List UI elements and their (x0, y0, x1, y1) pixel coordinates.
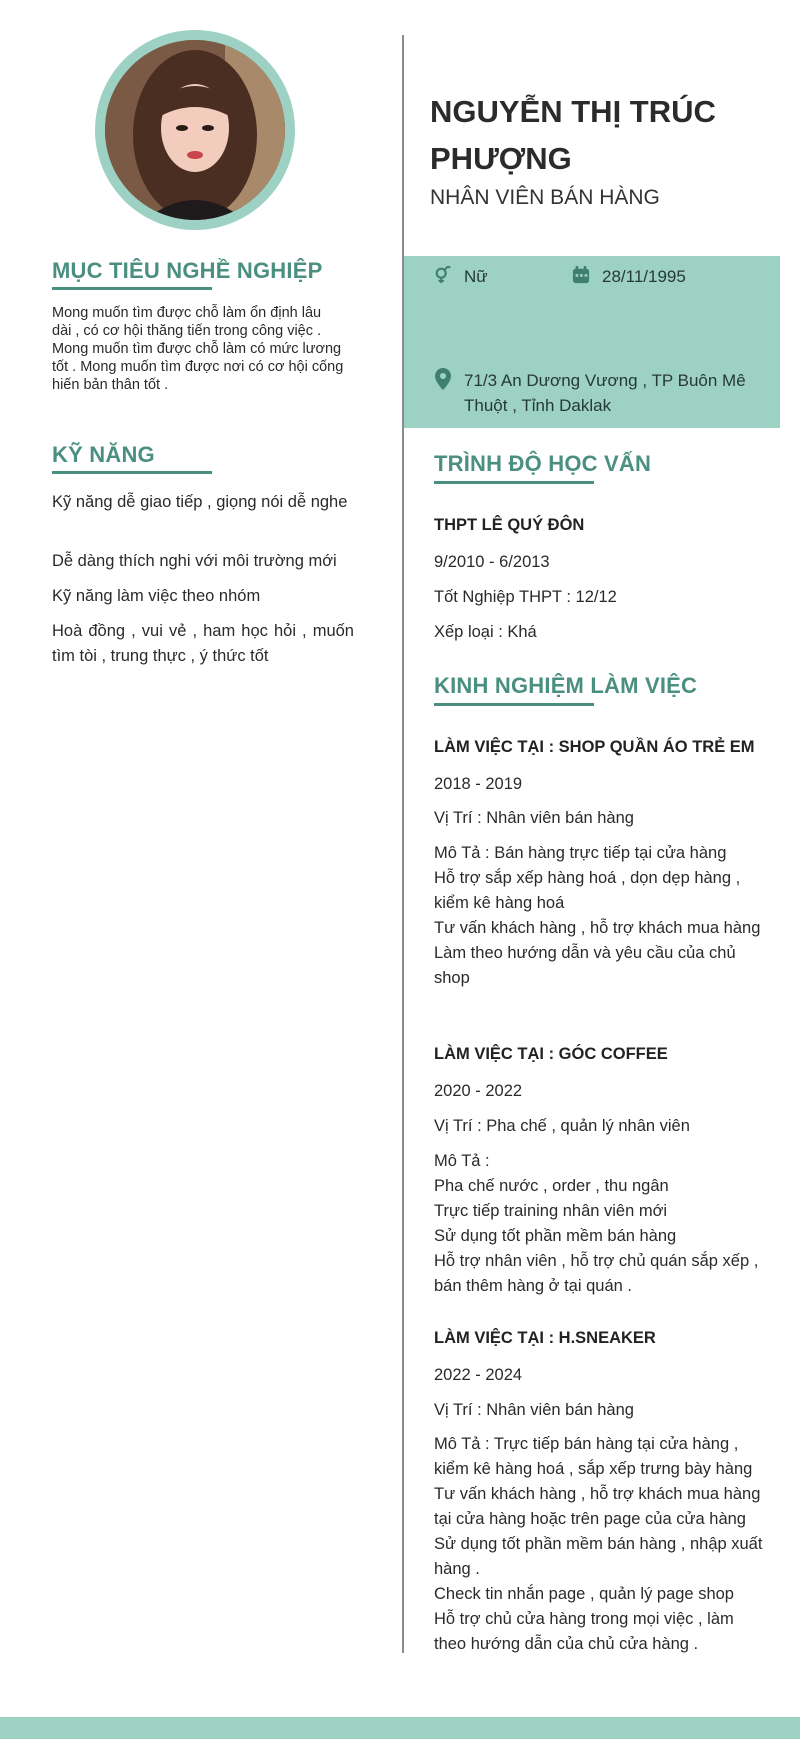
education-period: 9/2010 - 6/2013 (434, 553, 550, 571)
skill-item: Hoà đồng , vui vẻ , ham học hỏi , muốn tìm tòi , trung thực , ý thức tốt (52, 622, 354, 665)
skills-title: KỸ NĂNG (52, 442, 155, 467)
job-description-line: Trực tiếp training nhân viên mới (434, 1202, 668, 1220)
skill-item: Dễ dàng thích nghi với môi trường mới (52, 552, 337, 570)
job-description-line: Check tin nhắn page , quản lý page shop (434, 1585, 734, 1603)
job-description (434, 841, 770, 991)
job-position: Vị Trí : Pha chế , quản lý nhân viên (434, 1117, 690, 1135)
job-title: NHÂN VIÊN BÁN HÀNG (430, 186, 660, 209)
experience-underline (434, 703, 594, 706)
gender-value: Nữ (464, 267, 488, 286)
rank-text: Xếp loại : Khá (434, 623, 537, 641)
job-position: Vị Trí : Nhân viên bán hàng (434, 1401, 634, 1419)
job-description-line: Mô Tả : (434, 1152, 490, 1170)
calendar-icon (572, 266, 590, 284)
job-description-line: Tư vấn khách hàng , hỗ trợ khách mua hàng tại cửa hàng hoặc trên page của cửa hàng (434, 1485, 761, 1528)
graduation-text: Tốt Nghiệp THPT : 12/12 (434, 588, 617, 606)
job-period: 2022 - 2024 (434, 1366, 523, 1384)
job-description-line: Mô Tả : Trực tiếp bán hàng tại cửa hàng , kiểm kê hàng hoá , sắp xếp trưng bày hàng (434, 1435, 753, 1478)
education-title: TRÌNH ĐỘ HỌC VẤN (434, 451, 652, 476)
job-description-line: Làm theo hướng dẫn và yêu cầu của chủ shop (434, 944, 736, 987)
job-description-line: Sử dụng tốt phần mềm bán hàng , nhập xuất hàng . (434, 1535, 763, 1578)
objective-text: Mong muốn tìm được chỗ làm ổn định lâu dài , có cơ hội thăng tiến trong công việc . Mong muốn tìm được chỗ làm có mức lương tốt . Mong muốn tìm được nơi có cơ hội cống hiến bản thân tốt . (52, 305, 344, 393)
skill-item: Kỹ năng dễ giao tiếp , giọng nói dễ nghe (52, 493, 348, 511)
skill-item: Kỹ năng làm việc theo nhóm (52, 587, 261, 605)
job-description-line: Tư vấn khách hàng , hỗ trợ khách mua hàng (434, 919, 761, 937)
address-value: 71/3 An Dương Vương , TP Buôn Mê Thuột , Tỉnh Daklak (464, 371, 746, 415)
skills-underline (52, 471, 212, 474)
job-description-line: Sử dụng tốt phần mềm bán hàng (434, 1227, 677, 1245)
footer-bar (0, 1717, 800, 1739)
job-description-line: Pha chế nước , order , thu ngân (434, 1177, 669, 1195)
school-name: THPT LÊ QUÝ ĐÔN (434, 516, 585, 534)
gender-icon (434, 266, 452, 284)
education-underline (434, 481, 594, 484)
job-place: LÀM VIỆC TẠI : GÓC COFFEE (434, 1045, 668, 1063)
birthday-value: 28/11/1995 (602, 267, 686, 286)
job-place: LÀM VIỆC TẠI : SHOP QUẦN ÁO TRẺ EM (434, 738, 755, 756)
job-description (434, 1432, 770, 1657)
job-description-line: Mô Tả : Bán hàng trực tiếp tại cửa hàng (434, 844, 727, 862)
job-description-line: Hỗ trợ chủ cửa hàng trong mọi việc , làm theo hướng dẫn của chủ cửa hàng . (434, 1610, 734, 1653)
avatar (105, 40, 285, 220)
job-position: Vị Trí : Nhân viên bán hàng (434, 809, 634, 827)
objective-underline (52, 287, 212, 290)
portrait-photo (105, 40, 285, 220)
job-place: LÀM VIỆC TẠI : H.SNEAKER (434, 1329, 656, 1347)
experience-title: KINH NGHIỆM LÀM VIỆC (434, 673, 698, 698)
job-description-line: Hỗ trợ sắp xếp hàng hoá , dọn dẹp hàng , kiểm kê hàng hoá (434, 869, 741, 912)
job-description-line: Hỗ trợ nhân viên , hỗ trợ chủ quán sắp xếp , bán thêm hàng ở tại quán . (434, 1252, 759, 1295)
personal-info-panel (404, 256, 780, 428)
objective-title: MỤC TIÊU NGHỀ NGHIỆP (52, 258, 323, 283)
location-pin-icon (434, 368, 452, 390)
job-description (434, 1149, 770, 1299)
full-name: NGUYỄN THỊ TRÚC PHƯỢNG (430, 94, 716, 176)
job-period: 2020 - 2022 (434, 1082, 523, 1100)
job-period: 2018 - 2019 (434, 775, 523, 793)
